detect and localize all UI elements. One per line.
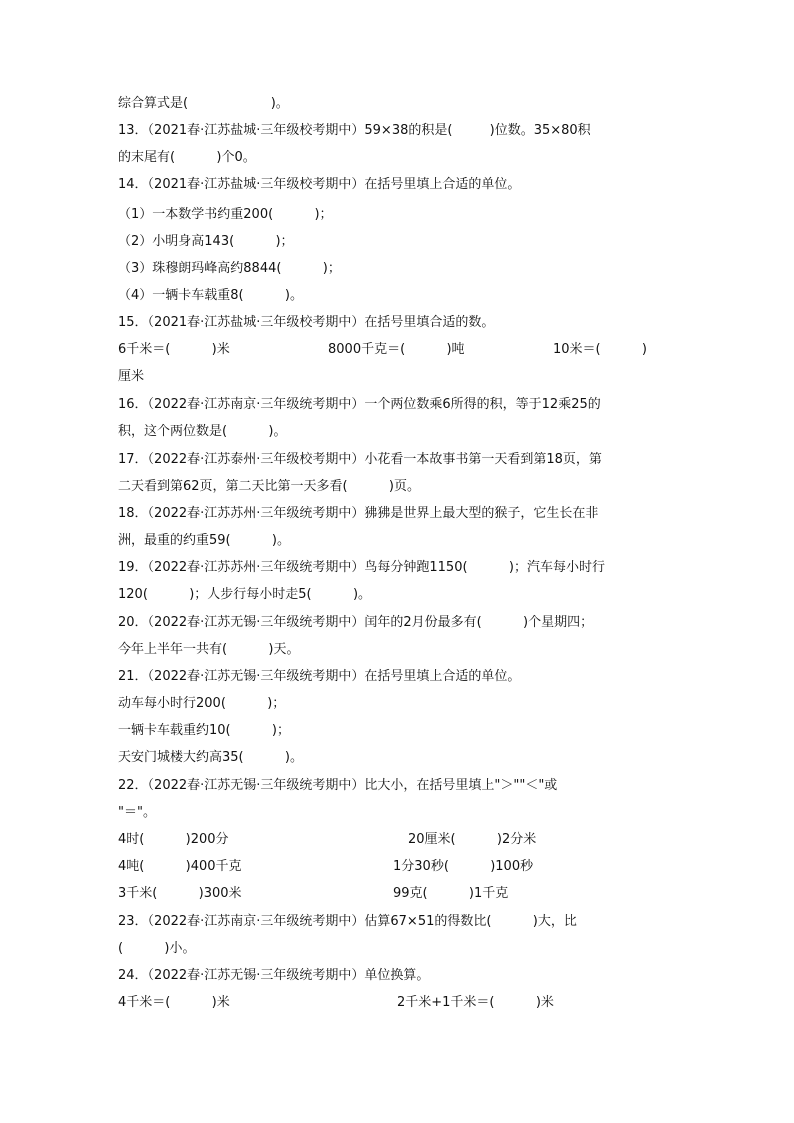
- question-15-item-1: 6千米＝( )米: [118, 342, 230, 357]
- question-13-line-2: 的末尾有( )个0。: [118, 150, 256, 165]
- question-13-line-1: 13．（2021春·江苏盐城·三年级校考期中）59×38的积是( )位数。35×80积: [118, 123, 591, 138]
- question-23-line-2: ( )小。: [118, 941, 196, 956]
- question-14-item-1: （1）一本数学书约重200( )；: [118, 207, 333, 222]
- question-14-stem: 14．（2021春·江苏盐城·三年级校考期中）在括号里填上合适的单位。: [118, 177, 521, 192]
- question-20-line-2: 今年上半年一共有( )天。: [118, 642, 300, 657]
- question-24-item-1: 4千米＝( )米: [118, 995, 230, 1010]
- question-14-item-2: （2）小明身高143( )；: [118, 234, 294, 249]
- question-21-item-1: 动车每小时行200( )；: [118, 696, 286, 711]
- question-19-line-1: 19．（2022春·江苏苏州·三年级统考期中）鸟每分钟跑1150( )；汽车每小时行: [118, 560, 605, 575]
- question-21-item-3: 天安门城楼大约高35( )。: [118, 750, 304, 765]
- question-22-item-4: 1分30秒( )100秒: [393, 859, 534, 874]
- question-18-line-2: 洲，最重的约重59( )。: [118, 533, 291, 548]
- question-22-line-1: 22．（2022春·江苏无锡·三年级统考期中）比大小，在括号里填上"＞""＜"或: [118, 778, 558, 793]
- question-15-unit: 厘米: [118, 369, 145, 384]
- question-14-item-3: （3）珠穆朗玛峰高约8844( )；: [118, 261, 341, 276]
- question-15-item-2: 8000千克＝( )吨: [328, 342, 465, 357]
- question-22-item-5: 3千米( )300米: [118, 886, 242, 901]
- question-24-stem: 24．（2022春·江苏无锡·三年级统考期中）单位换算。: [118, 968, 430, 983]
- question-21-stem: 21．（2022春·江苏无锡·三年级统考期中）在括号里填上合适的单位。: [118, 669, 521, 684]
- question-22-item-6: 99克( )1千克: [393, 886, 509, 901]
- question-14-item-4: （4）一辆卡车载重8( )。: [118, 288, 304, 303]
- question-22-line-2: "＝"。: [118, 805, 156, 820]
- question-18-line-1: 18．（2022春·江苏苏州·三年级统考期中）狒狒是世界上最大型的猴子，它生长在非: [118, 506, 599, 521]
- question-16-line-1: 16．（2022春·江苏南京·三年级统考期中）一个两位数乘6所得的积，等于12乘25的: [118, 397, 601, 412]
- question-20-line-1: 20．（2022春·江苏无锡·三年级统考期中）闰年的2月份最多有( )个星期四；: [118, 615, 594, 630]
- question-17-line-2: 二天看到第62页，第二天比第一天多看( )页。: [118, 479, 421, 494]
- question-17-line-1: 17．（2022春·江苏泰州·三年级校考期中）小花看一本故事书第一天看到第18页，第: [118, 452, 602, 467]
- question-21-item-2: 一辆卡车载重约10( )；: [118, 723, 291, 738]
- question-22-item-1: 4时( )200分: [118, 832, 229, 847]
- text-line: 综合算式是( )。: [118, 96, 289, 111]
- question-23-line-1: 23．（2022春·江苏南京·三年级统考期中）估算67×51的得数比( )大，比: [118, 914, 577, 929]
- question-16-line-2: 积，这个两位数是( )。: [118, 424, 287, 439]
- question-22-item-3: 4吨( )400千克: [118, 859, 242, 874]
- question-24-item-2: 2千米+1千米＝( )米: [397, 995, 554, 1010]
- question-15-item-3: 10米＝( ): [553, 342, 648, 357]
- question-22-item-2: 20厘米( )2分米: [408, 832, 537, 847]
- question-19-line-2: 120( )；人步行每小时走5( )。: [118, 587, 372, 602]
- question-15-stem: 15．（2021春·江苏盐城·三年级校考期中）在括号里填合适的数。: [118, 315, 495, 330]
